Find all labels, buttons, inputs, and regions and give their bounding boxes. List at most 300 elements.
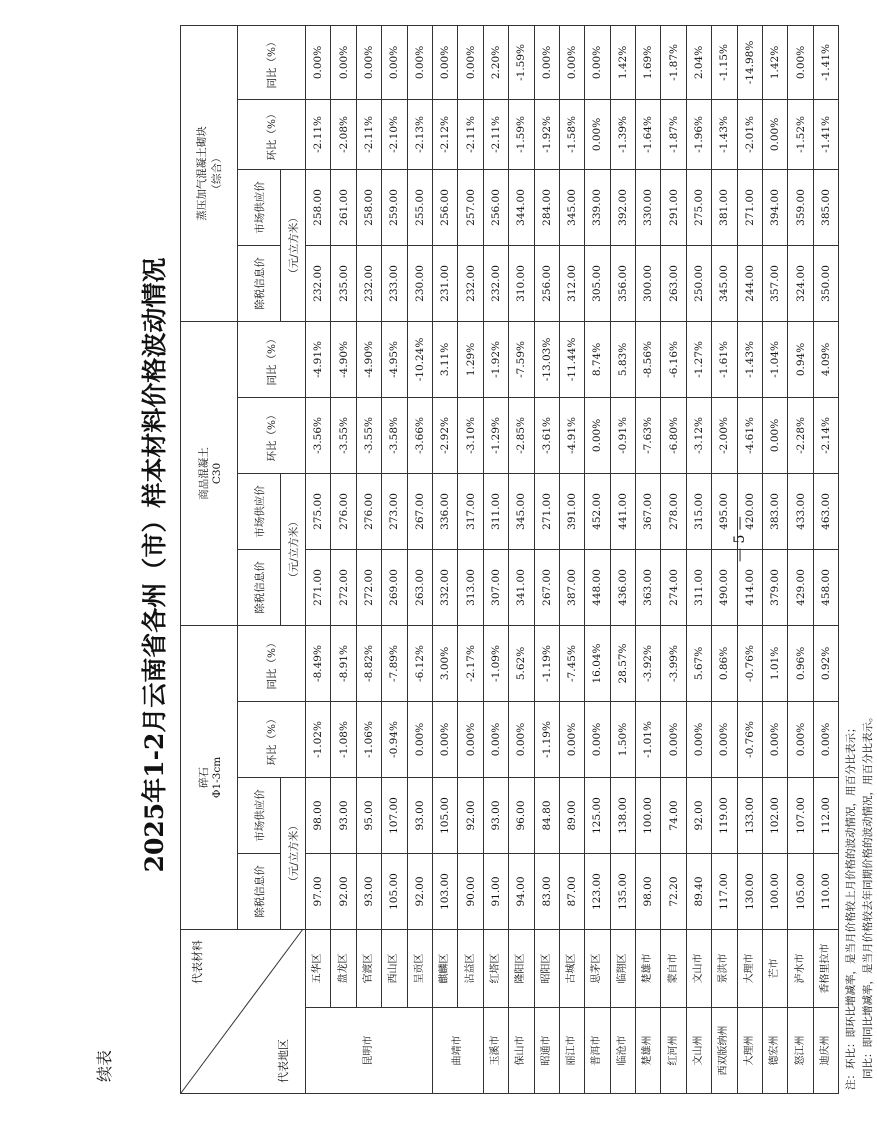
value-cell: 250.00 [686,245,711,321]
price-table [180,25,839,1094]
city-cell: 大理州 [737,1008,762,1094]
value-cell: 273.00 [382,473,407,549]
value-cell: 98.00 [636,854,661,930]
value-cell: 0.00% [306,25,331,99]
value-cell: 0.00% [534,25,559,99]
table-row [737,25,762,1093]
col-excl-tax: 除税信息价 [238,245,281,321]
value-cell: -1.02% [306,702,331,778]
value-cell: 5.62% [509,625,534,701]
value-cell: 117.00 [712,854,737,930]
value-cell: 344.00 [509,169,534,245]
value-cell: -1.19% [534,702,559,778]
value-cell: 392.00 [610,169,635,245]
value-cell: -1.01% [636,702,661,778]
value-cell: 102.00 [763,778,788,854]
district-cell: 临翔区 [610,930,635,1008]
value-cell: 0.00% [813,702,838,778]
table-row [712,25,737,1093]
value-cell: 274.00 [661,549,686,625]
value-cell: -1.15% [712,25,737,99]
district-cell: 景洪市 [712,930,737,1008]
value-cell: -1.52% [788,99,813,169]
value-cell: 92.00 [407,854,432,930]
value-cell: -3.12% [686,397,711,473]
table-row [788,25,813,1093]
value-cell: 336.00 [432,473,457,549]
value-cell: -2.11% [306,99,331,169]
value-cell: 91.00 [483,854,508,930]
district-cell: 盘龙区 [331,930,356,1008]
value-cell: 0.94% [788,321,813,397]
district-cell: 隆阳区 [509,930,534,1008]
value-cell: -1.06% [356,702,381,778]
table-row [458,25,483,1093]
value-cell: -1.92% [534,99,559,169]
table-row [483,25,508,1093]
value-cell: 267.00 [407,473,432,549]
value-cell: -1.43% [737,321,762,397]
city-cell: 怒江州 [788,1008,813,1094]
value-cell: 345.00 [559,169,584,245]
value-cell: -3.66% [407,397,432,473]
value-cell: 92.00 [331,854,356,930]
value-cell: 463.00 [813,473,838,549]
value-cell: 74.00 [661,778,686,854]
district-cell: 蒙自市 [661,930,686,1008]
value-cell: -3.55% [331,397,356,473]
value-cell: -4.90% [356,321,381,397]
rotated-content [130,30,875,1100]
value-cell: -8.49% [306,625,331,701]
value-cell: 272.00 [331,549,356,625]
value-cell: 261.00 [331,169,356,245]
district-cell: 沾益区 [458,930,483,1008]
value-cell: 100.00 [763,854,788,930]
value-cell: 72.20 [661,854,686,930]
value-cell: 379.00 [763,549,788,625]
value-cell: 233.00 [382,245,407,321]
value-cell: 0.00% [585,702,610,778]
value-cell: 2.04% [686,25,711,99]
value-cell: -2.14% [813,397,838,473]
value-cell: -2.11% [483,99,508,169]
value-cell: 458.00 [813,549,838,625]
value-cell: 267.00 [534,549,559,625]
district-cell: 文山市 [686,930,711,1008]
value-cell: 359.00 [788,169,813,245]
value-cell: 100.00 [636,778,661,854]
city-cell: 楚雄州 [636,1008,661,1094]
table-row [356,25,381,1093]
value-cell: 96.00 [509,778,534,854]
city-cell: 丽江市 [559,1008,584,1094]
city-cell: 西双版纳州 [712,1008,737,1094]
value-cell: 284.00 [534,169,559,245]
unit-label: （元/立方米） [281,169,306,321]
value-cell: 495.00 [712,473,737,549]
table-row [763,25,788,1093]
table-row [813,25,838,1093]
table-row [661,25,686,1093]
unit-label: （元/立方米） [281,473,306,625]
value-cell: -11.44% [559,321,584,397]
value-cell: 94.00 [509,854,534,930]
value-cell: 105.00 [432,778,457,854]
value-cell: 232.00 [483,245,508,321]
value-cell: 231.00 [432,245,457,321]
city-cell: 玉溪市 [483,1008,508,1094]
value-cell: 391.00 [559,473,584,549]
table-row [331,25,356,1093]
city-cell: 文山州 [686,1008,711,1094]
value-cell: 0.00% [686,702,711,778]
value-cell: 324.00 [788,245,813,321]
value-cell: 105.00 [382,854,407,930]
value-cell: 263.00 [407,549,432,625]
col-market: 市场供应价 [238,778,281,854]
value-cell: 436.00 [610,549,635,625]
value-cell: 92.00 [458,778,483,854]
group-block-spec: （综合） [211,152,223,195]
group-concrete [181,321,238,625]
district-cell: 芒市 [763,930,788,1008]
value-cell: 0.00% [712,702,737,778]
value-cell: 317.00 [458,473,483,549]
value-cell: -7.59% [509,321,534,397]
table-row [306,25,331,1093]
value-cell: 2.20% [483,25,508,99]
value-cell: -1.39% [610,99,635,169]
city-cell: 昆明市 [306,1008,433,1094]
value-cell: 0.00% [382,25,407,99]
value-cell: 381.00 [712,169,737,245]
city-cell: 临沧市 [610,1008,635,1094]
value-cell: 394.00 [763,169,788,245]
table-row [382,25,407,1093]
value-cell: 332.00 [432,549,457,625]
value-cell: -0.76% [737,625,762,701]
value-cell: 93.00 [356,854,381,930]
value-cell: 387.00 [559,549,584,625]
col-excl-tax: 除税信息价 [238,549,281,625]
value-cell: 0.00% [432,25,457,99]
value-cell: 0.00% [458,702,483,778]
value-cell: 0.00% [483,702,508,778]
value-cell: 5.83% [610,321,635,397]
col-yoy: 同比（%） [238,25,306,99]
value-cell: 341.00 [509,549,534,625]
city-cell: 迪庆州 [813,1008,838,1094]
value-cell: 385.00 [813,169,838,245]
value-cell: 367.00 [636,473,661,549]
value-cell: 0.00% [585,397,610,473]
value-cell: -0.76% [737,702,762,778]
value-cell: 3.11% [432,321,457,397]
district-cell: 呈贡区 [407,930,432,1008]
city-cell: 普洱市 [585,1008,610,1094]
value-cell: 0.00% [559,25,584,99]
value-cell: -2.12% [432,99,457,169]
value-cell: 345.00 [509,473,534,549]
value-cell: 130.00 [737,854,762,930]
value-cell: 259.00 [382,169,407,245]
value-cell: -0.94% [382,702,407,778]
value-cell: 93.00 [331,778,356,854]
value-cell: -8.91% [331,625,356,701]
city-cell: 红河州 [661,1008,686,1094]
page-title: 2025年1-2月云南省各州（市）样本材料价格波动情况 [140,257,169,873]
value-cell: 110.00 [813,854,838,930]
value-cell: -2.01% [737,99,762,169]
value-cell: 0.00% [763,99,788,169]
value-cell: 1.50% [610,702,635,778]
group-gravel-name: 碎石 [197,766,210,788]
district-cell: 泸水市 [788,930,813,1008]
table-row [610,25,635,1093]
value-cell: -0.91% [610,397,635,473]
table-row [559,25,584,1093]
value-cell: 0.00% [763,702,788,778]
district-cell: 思茅区 [585,930,610,1008]
value-cell: -4.61% [737,397,762,473]
table-row [686,25,711,1093]
value-cell: 420.00 [737,473,762,549]
value-cell: 107.00 [788,778,813,854]
value-cell: -4.90% [331,321,356,397]
value-cell: 305.00 [585,245,610,321]
col-mom: 环比（%） [238,702,306,778]
value-cell: -1.58% [559,99,584,169]
value-cell: 256.00 [534,245,559,321]
value-cell: 84.80 [534,778,559,854]
header-corner [181,930,306,1094]
city-cell: 曲靖市 [432,1008,483,1094]
value-cell: 235.00 [331,245,356,321]
value-cell: -2.11% [356,99,381,169]
value-cell: -14.98% [737,25,762,99]
value-cell: 93.00 [407,778,432,854]
value-cell: 0.00% [585,99,610,169]
value-cell: 133.00 [737,778,762,854]
district-cell: 红塔区 [483,930,508,1008]
value-cell: -2.08% [331,99,356,169]
value-cell: 5.67% [686,625,711,701]
value-cell: -6.12% [407,625,432,701]
value-cell: 28.57% [610,625,635,701]
value-cell: -3.99% [661,625,686,701]
value-cell: -1.04% [763,321,788,397]
value-cell: 3.00% [432,625,457,701]
value-cell: 0.96% [788,625,813,701]
value-cell: -7.89% [382,625,407,701]
value-cell: 271.00 [737,169,762,245]
col-yoy: 同比（%） [238,625,306,701]
value-cell: -7.45% [559,625,584,701]
value-cell: 105.00 [788,854,813,930]
value-cell: -10.24% [407,321,432,397]
value-cell: 278.00 [661,473,686,549]
value-cell: -1.29% [483,397,508,473]
value-cell: 490.00 [712,549,737,625]
col-market: 市场供应价 [238,473,281,549]
value-cell: -1.27% [686,321,711,397]
col-mom: 环比（%） [238,99,306,169]
value-cell: 123.00 [585,854,610,930]
value-cell: 256.00 [483,169,508,245]
value-cell: 0.00% [509,702,534,778]
value-cell: 1.42% [763,25,788,99]
value-cell: 433.00 [788,473,813,549]
unit-label: （元/立方米） [281,778,306,930]
value-cell: 119.00 [712,778,737,854]
value-cell: 452.00 [585,473,610,549]
rep-region-label: 代表地区 [277,1039,290,1083]
district-cell: 楚雄市 [636,930,661,1008]
value-cell: 138.00 [610,778,635,854]
col-yoy: 同比（%） [238,321,306,397]
value-cell: 8.74% [585,321,610,397]
value-cell: 307.00 [483,549,508,625]
value-cell: 16.04% [585,625,610,701]
value-cell: -1.41% [813,25,838,99]
group-concrete-name: 商品混凝土 [197,447,210,500]
value-cell: 0.00% [788,702,813,778]
value-cell: 275.00 [686,169,711,245]
value-cell: 0.00% [432,702,457,778]
value-cell: 312.00 [559,245,584,321]
value-cell: 107.00 [382,778,407,854]
group-block [181,25,238,321]
value-cell: -4.91% [559,397,584,473]
value-cell: 339.00 [585,169,610,245]
value-cell: -3.58% [382,397,407,473]
value-cell: 95.00 [356,778,381,854]
value-cell: -3.10% [458,397,483,473]
value-cell: -6.80% [661,397,686,473]
col-mom: 环比（%） [238,397,306,473]
value-cell: 330.00 [636,169,661,245]
table-row [407,25,432,1093]
value-cell: -7.63% [636,397,661,473]
value-cell: 429.00 [788,549,813,625]
value-cell: -3.55% [356,397,381,473]
value-cell: 232.00 [306,245,331,321]
value-cell: 276.00 [331,473,356,549]
district-cell: 麒麟区 [432,930,457,1008]
value-cell: -3.61% [534,397,559,473]
value-cell: 89.00 [559,778,584,854]
col-excl-tax: 除税信息价 [238,854,281,930]
value-cell: 244.00 [737,245,762,321]
value-cell: 0.00% [585,25,610,99]
value-cell: -2.13% [407,99,432,169]
value-cell: 0.00% [788,25,813,99]
value-cell: 256.00 [432,169,457,245]
value-cell: 383.00 [763,473,788,549]
district-cell: 昭阳区 [534,930,559,1008]
value-cell: 255.00 [407,169,432,245]
district-cell: 古城区 [559,930,584,1008]
value-cell: 414.00 [737,549,762,625]
value-cell: 0.92% [813,625,838,701]
value-cell: -3.56% [306,397,331,473]
value-cell: -2.92% [432,397,457,473]
value-cell: -1.43% [712,99,737,169]
city-cell: 保山市 [509,1008,534,1094]
value-cell: 271.00 [306,549,331,625]
value-cell: 276.00 [356,473,381,549]
value-cell: 311.00 [686,549,711,625]
value-cell: -1.64% [636,99,661,169]
value-cell: 357.00 [763,245,788,321]
value-cell: -3.92% [636,625,661,701]
value-cell: 1.42% [610,25,635,99]
value-cell: 90.00 [458,854,483,930]
value-cell: 1.01% [763,625,788,701]
value-cell: 1.69% [636,25,661,99]
group-concrete-spec: C30 [210,462,223,485]
table-body [306,25,839,1093]
value-cell: -1.09% [483,625,508,701]
value-cell: -2.85% [509,397,534,473]
value-cell: 0.00% [407,25,432,99]
value-cell: 300.00 [636,245,661,321]
value-cell: 0.00% [661,702,686,778]
value-cell: 232.00 [458,245,483,321]
value-cell: 311.00 [483,473,508,549]
city-cell: 昭通市 [534,1008,559,1094]
value-cell: 0.00% [331,25,356,99]
value-cell: 98.00 [306,778,331,854]
value-cell: -8.56% [636,321,661,397]
group-block-name: 蒸压加气混凝土砌块 [196,126,208,221]
value-cell: 93.00 [483,778,508,854]
note-line: 同比：即同比增减率，是当月价格较去年同期价格的波动情况，用百分比表示。 [862,711,875,1079]
value-cell: -1.41% [813,99,838,169]
city-cell: 德宏州 [763,1008,788,1094]
district-cell: 大理市 [737,930,762,1008]
group-gravel [181,625,238,929]
value-cell: 363.00 [636,549,661,625]
value-cell: 125.00 [585,778,610,854]
page-number: — 5 — [732,516,748,562]
value-cell: 0.00% [559,702,584,778]
value-cell: 4.09% [813,321,838,397]
table-row [636,25,661,1093]
value-cell: 89.40 [686,854,711,930]
value-cell: -2.10% [382,99,407,169]
value-cell: 230.00 [407,245,432,321]
value-cell: -1.59% [509,99,534,169]
value-cell: 272.00 [356,549,381,625]
value-cell: 258.00 [306,169,331,245]
value-cell: 135.00 [610,854,635,930]
value-cell: -2.11% [458,99,483,169]
value-cell: 97.00 [306,854,331,930]
value-cell: 0.00% [356,25,381,99]
value-cell: 0.86% [712,625,737,701]
rep-material-label: 代表材料 [191,940,204,984]
value-cell: -1.08% [331,702,356,778]
value-cell: -2.28% [788,397,813,473]
value-cell: 313.00 [458,549,483,625]
table-row [585,25,610,1093]
value-cell: -6.16% [661,321,686,397]
note-line: 注：环比：即环比增减率，是当月价格较上月价格的波动情况，用百分比表示； [845,722,858,1090]
notes [843,30,877,1090]
value-cell: 0.00% [458,25,483,99]
